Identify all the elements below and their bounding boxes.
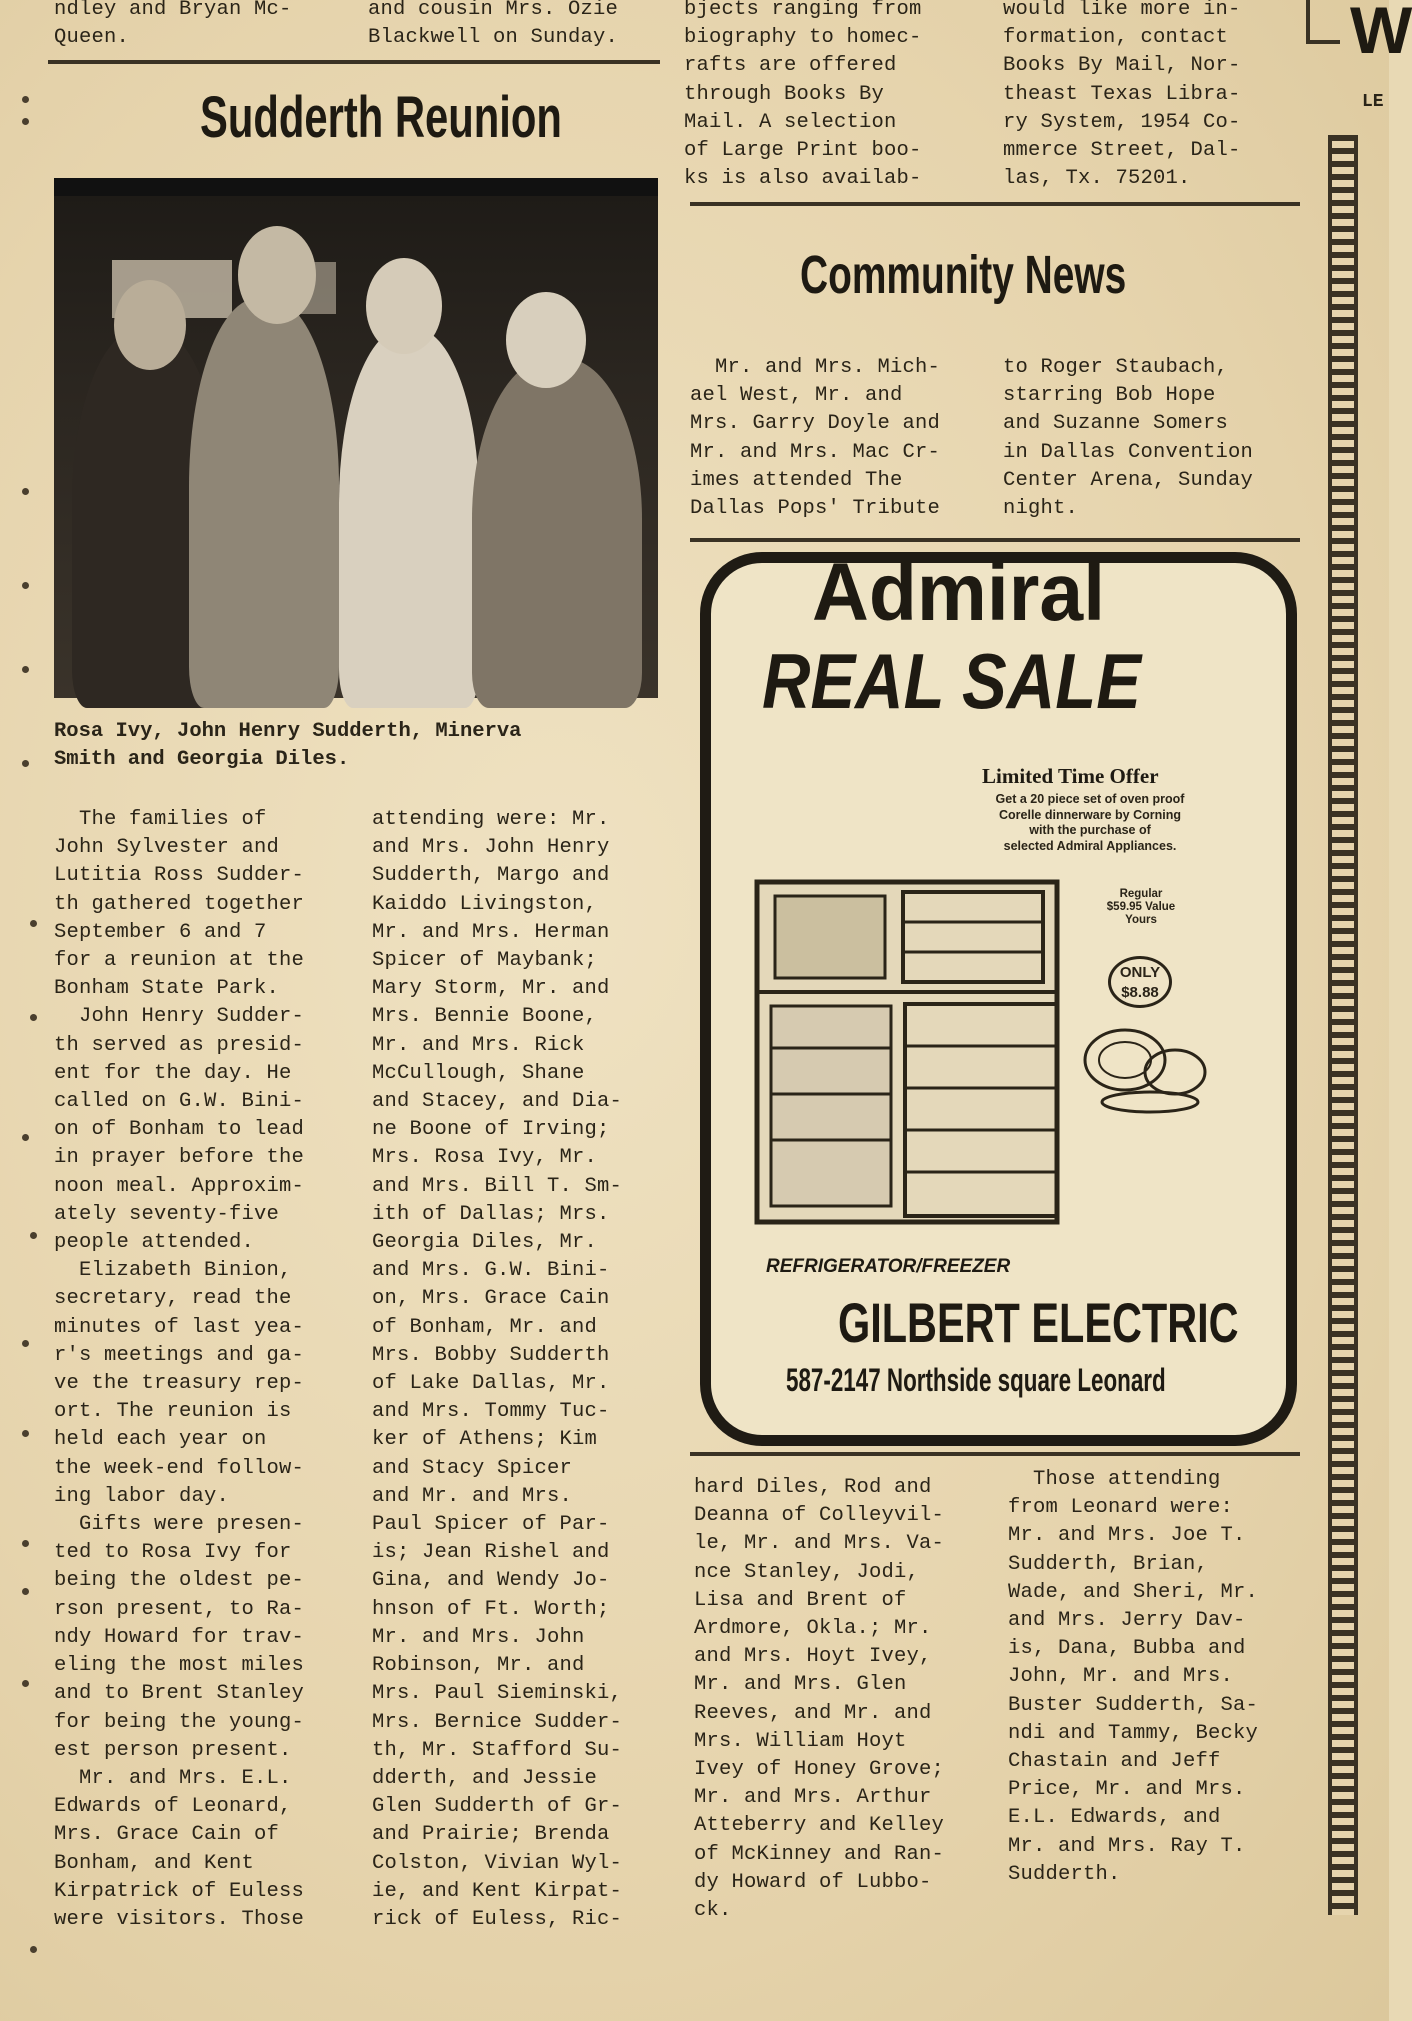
text-line: eling the most miles (54, 1654, 305, 1678)
text-line: Mr. and Mrs. Joe T. (1008, 1524, 1246, 1548)
text-line: Mr. and Mrs. Glen (694, 1673, 907, 1697)
text-line: biography to homec- (684, 26, 922, 50)
text-line: ted to Rosa Ivy for (54, 1541, 292, 1565)
text-line: nce Stanley, Jodi, (694, 1560, 920, 1584)
text-line: secretary, read the (54, 1287, 292, 1311)
top-left-fragment (54, 0, 292, 52)
text-line: of Large Print boo- (684, 139, 922, 163)
text-line: Robinson, Mr. and (372, 1654, 585, 1678)
text-line: ks is also availab- (684, 167, 922, 191)
text-line: ONLY (1119, 964, 1161, 981)
text-line: Mr. and Mrs. E.L. (54, 1766, 292, 1790)
text-line: Books By Mail, Nor- (1003, 54, 1241, 78)
text-line: and Mr. and Mrs. (372, 1484, 573, 1508)
text-line: Blackwell on Sunday. (368, 26, 619, 50)
edge-letter: W (1350, 0, 1412, 67)
ad-product: REFRIGERATOR/FREEZER (766, 1256, 1011, 1277)
text-line: mmerce Street, Dal- (1003, 139, 1241, 163)
text-line: ith of Dallas; Mrs. (372, 1202, 610, 1226)
text-line: ck. (694, 1899, 732, 1923)
decorative-border (1328, 135, 1358, 1915)
text-line: ing labor day. (54, 1484, 230, 1508)
reunion-photo (54, 178, 658, 698)
text-line: noon meal. Approxim- (54, 1174, 305, 1198)
text-line: Kirpatrick of Euless (54, 1879, 305, 1903)
top-left2-fragment (368, 0, 618, 52)
text-line: would like more in- (1003, 0, 1241, 21)
text-line: minutes of last yea- (54, 1315, 305, 1339)
text-line: $59.95 Value (1106, 901, 1176, 913)
text-line: Edwards of Leonard, (54, 1795, 292, 1819)
rule-left-top (48, 60, 660, 64)
text-line: and Mrs. Bill T. Sm- (372, 1174, 623, 1198)
dinnerware-icon (1080, 1020, 1220, 1120)
text-line: Ardmore, Okla.; Mr. (694, 1617, 932, 1641)
community-headline: Community News (800, 245, 1127, 305)
reunion-column-2 (372, 806, 622, 1934)
text-line: Buster Sudderth, Sa- (1008, 1693, 1259, 1717)
text-line: Colston, Vivian Wyl- (372, 1851, 623, 1875)
text-line: hnson of Ft. Worth; (372, 1597, 610, 1621)
text-line: and Mrs. Tommy Tuc- (372, 1400, 610, 1424)
text-line: formation, contact (1003, 26, 1229, 50)
text-line: to Roger Staubach, (1003, 356, 1229, 379)
text-line: dderth, and Jessie (372, 1766, 598, 1790)
text-line: ately seventy-five (54, 1202, 280, 1226)
text-line: and Stacey, and Dia- (372, 1090, 623, 1114)
rule-mid-bottom (690, 1452, 1300, 1456)
text-line: Mrs. Bennie Boone, (372, 1005, 598, 1029)
text-line: Elizabeth Binion, (54, 1259, 292, 1283)
text-line: held each year on (54, 1428, 267, 1452)
text-line: Ivey of Honey Grove; (694, 1758, 945, 1782)
text-line: Mary Storm, Mr. and (372, 977, 610, 1001)
community-column-2 (1003, 354, 1253, 523)
text-line: Lisa and Brent of (694, 1588, 907, 1612)
text-line: and Mrs. John Henry (372, 836, 610, 860)
text-line: r's meetings and ga- (54, 1343, 305, 1367)
text-line: ve the treasury rep- (54, 1372, 305, 1396)
text-line: and Mrs. Jerry Dav- (1008, 1609, 1246, 1633)
text-line: Deanna of Colleyvil- (694, 1504, 945, 1528)
text-line: Mrs. Garry Doyle and (690, 412, 941, 436)
ad-only-price-badge (1108, 956, 1172, 1008)
text-line: Mrs. Grace Cain of (54, 1823, 280, 1847)
text-line: le, Mr. and Mrs. Va- (694, 1532, 945, 1556)
text-line: Mrs. Bobby Sudderth (372, 1343, 610, 1367)
text-line: were visitors. Those (54, 1907, 305, 1931)
reunion-headline: Sudderth Reunion (200, 85, 562, 150)
text-line: ndi and Tammy, Becky (1008, 1721, 1259, 1745)
text-line: called on G.W. Bini- (54, 1090, 305, 1114)
text-line: ent for the day. He (54, 1061, 292, 1085)
text-line: Sudderth. (1008, 1862, 1121, 1886)
text-line: is; Jean Rishel and (372, 1541, 610, 1565)
text-line: rick of Euless, Ric- (372, 1907, 623, 1931)
reunion-column-1 (54, 806, 304, 1934)
text-line: Bonham, and Kent (54, 1851, 255, 1875)
text-line: The families of (54, 808, 267, 831)
text-line: Center Arena, Sunday (1003, 468, 1254, 492)
community-column-1 (690, 354, 940, 523)
ad-offer-lines (950, 792, 1230, 854)
text-line: for a reunion at the (54, 949, 305, 973)
text-line: Georgia Diles, Mr. (372, 1231, 598, 1255)
text-line: September 6 and 7 (54, 920, 267, 944)
text-line: and Mrs. G.W. Bini- (372, 1259, 610, 1283)
text-line: of McKinney and Ran- (694, 1842, 945, 1866)
text-line: Paul Spicer of Par- (372, 1513, 610, 1537)
text-line: ael West, Mr. and (690, 384, 903, 408)
text-line: with the purchase of (1029, 823, 1151, 837)
text-line: $8.88 (1121, 984, 1159, 1001)
text-line: E.L. Edwards, and (1008, 1806, 1221, 1830)
text-line: th, Mr. Stafford Su- (372, 1738, 623, 1762)
text-line: Mr. and Mrs. Mich- (690, 356, 941, 379)
text-line: ndy Howard for trav- (54, 1625, 305, 1649)
text-line: Sudderth, Brian, (1008, 1552, 1209, 1576)
text-line: of Lake Dallas, Mr. (372, 1372, 610, 1396)
text-line: from Leonard were: (1008, 1496, 1234, 1520)
text-line: selected Admiral Appliances. (1003, 838, 1177, 853)
text-line: ry System, 1954 Co- (1003, 110, 1241, 134)
text-line: Mr. and Mrs. Mac Cr- (690, 440, 941, 464)
text-line: rson present, to Ra- (54, 1597, 305, 1621)
text-line: and Suzanne Somers (1003, 412, 1229, 436)
text-line: on of Bonham to lead (54, 1118, 305, 1142)
text-line: Mr. and Mrs. Herman (372, 920, 610, 944)
ad-brand: Admiral (812, 547, 1106, 638)
top-mid-fragment (684, 0, 922, 193)
ad-offer-title: Limited Time Offer (982, 764, 1159, 788)
text-line: Yours (1125, 914, 1157, 926)
text-line: Get a 20 piece set of oven proof (995, 792, 1185, 806)
text-line: and Stacy Spicer (372, 1456, 573, 1480)
text-line: and cousin Mrs. Ozie (368, 0, 619, 21)
text-line: Gina, and Wendy Jo- (372, 1569, 610, 1593)
reunion-column-4 (1008, 1466, 1258, 1889)
ad-address: 587-2147 Northside square Leonard (786, 1362, 1166, 1398)
text-line: Price, Mr. and Mrs. (1008, 1778, 1246, 1802)
text-line: Mr. and Mrs. Rick (372, 1033, 585, 1057)
text-line: for being the young- (54, 1710, 305, 1734)
photo-caption (54, 718, 521, 774)
edge-small-text: LE (1362, 92, 1384, 112)
text-line: and Prairie; Brenda (372, 1823, 610, 1847)
text-line: and to Brent Stanley (54, 1682, 305, 1706)
text-line: hard Diles, Rod and (694, 1476, 932, 1499)
text-line: being the oldest pe- (54, 1569, 305, 1593)
text-line: Bonham State Park. (54, 977, 280, 1001)
text-line: Kaiddo Livingston, (372, 892, 598, 916)
top-right-fragment (1003, 0, 1241, 193)
rule-mid-top (690, 202, 1300, 206)
text-line: Chastain and Jeff (1008, 1750, 1221, 1774)
text-line: Mrs. Bernice Sudder- (372, 1710, 623, 1734)
reunion-column-3 (694, 1474, 944, 1925)
text-line: the week-end follow- (54, 1456, 305, 1480)
text-line: people attended. (54, 1231, 255, 1255)
text-line: ndley and Bryan Mc- (54, 0, 292, 21)
text-line: dy Howard of Lubbo- (694, 1870, 932, 1894)
text-line: John Sylvester and (54, 836, 280, 860)
text-line: Corelle dinnerware by Corning (999, 807, 1181, 822)
text-line: ort. The reunion is (54, 1400, 292, 1424)
text-line: John, Mr. and Mrs. (1008, 1665, 1234, 1689)
text-line: ie, and Kent Kirpat- (372, 1879, 623, 1903)
text-line: Atteberry and Kelley (694, 1814, 945, 1838)
text-line: Dallas Pops' Tribute (690, 497, 941, 521)
text-line: through Books By (684, 82, 885, 106)
text-line: is, Dana, Bubba and (1008, 1637, 1246, 1661)
text-line: Spicer of Maybank; (372, 949, 598, 973)
text-line: Those attending (1008, 1468, 1221, 1491)
text-line: and Mrs. Hoyt Ivey, (694, 1645, 932, 1669)
text-line: Mrs. William Hoyt (694, 1729, 907, 1753)
text-line: Mr. and Mrs. Ray T. (1008, 1834, 1246, 1858)
refrigerator-icon (753, 878, 1067, 1230)
text-line: Mr. and Mrs. Arthur (694, 1786, 932, 1810)
text-line: th gathered together (54, 892, 305, 916)
text-line: Mrs. Rosa Ivy, Mr. (372, 1146, 598, 1170)
text-line: Queen. (54, 26, 130, 50)
text-line: theast Texas Libra- (1003, 82, 1241, 106)
text-line: est person present. (54, 1738, 292, 1762)
text-line: on, Mrs. Grace Cain (372, 1287, 610, 1311)
text-line: in Dallas Convention (1003, 440, 1254, 464)
text-line: Mrs. Paul Sieminski, (372, 1682, 623, 1706)
text-line: Glen Sudderth of Gr- (372, 1795, 623, 1819)
text-line: in prayer before the (54, 1146, 305, 1170)
text-line: night. (1003, 497, 1079, 521)
text-line: Regular (1119, 888, 1163, 900)
text-line: Gifts were presen- (54, 1513, 305, 1537)
text-line: attending were: Mr. (372, 808, 610, 831)
text-line: rafts are offered (684, 54, 897, 78)
text-line: Smith and Georgia Diles. (54, 748, 350, 771)
text-line: Lutitia Ross Sudder- (54, 864, 305, 888)
text-line: of Bonham, Mr. and (372, 1315, 598, 1339)
text-line: Mail. A selection (684, 110, 897, 134)
text-line: th served as presid- (54, 1033, 305, 1057)
rule-mid-ad (690, 538, 1300, 542)
ad-dealer: GILBERT ELECTRIC (838, 1291, 1239, 1354)
text-line: ne Boone of Irving; (372, 1118, 610, 1142)
text-line: Wade, and Sheri, Mr. (1008, 1580, 1259, 1604)
text-line: McCullough, Shane (372, 1061, 585, 1085)
text-line: las, Tx. 75201. (1003, 167, 1191, 191)
text-line: ker of Athens; Kim (372, 1428, 598, 1452)
ad-tagline: REAL SALE (762, 637, 1141, 725)
ad-regular-price (1096, 888, 1186, 927)
text-line: Sudderth, Margo and (372, 864, 610, 888)
text-line: Reeves, and Mr. and (694, 1701, 932, 1725)
text-line: Rosa Ivy, John Henry Sudderth, Minerva (54, 720, 522, 743)
text-line: bjects ranging from (684, 0, 922, 21)
text-line: imes attended The (690, 468, 903, 492)
text-line: John Henry Sudder- (54, 1005, 305, 1029)
text-line: Mr. and Mrs. John (372, 1625, 585, 1649)
text-line: starring Bob Hope (1003, 384, 1216, 408)
